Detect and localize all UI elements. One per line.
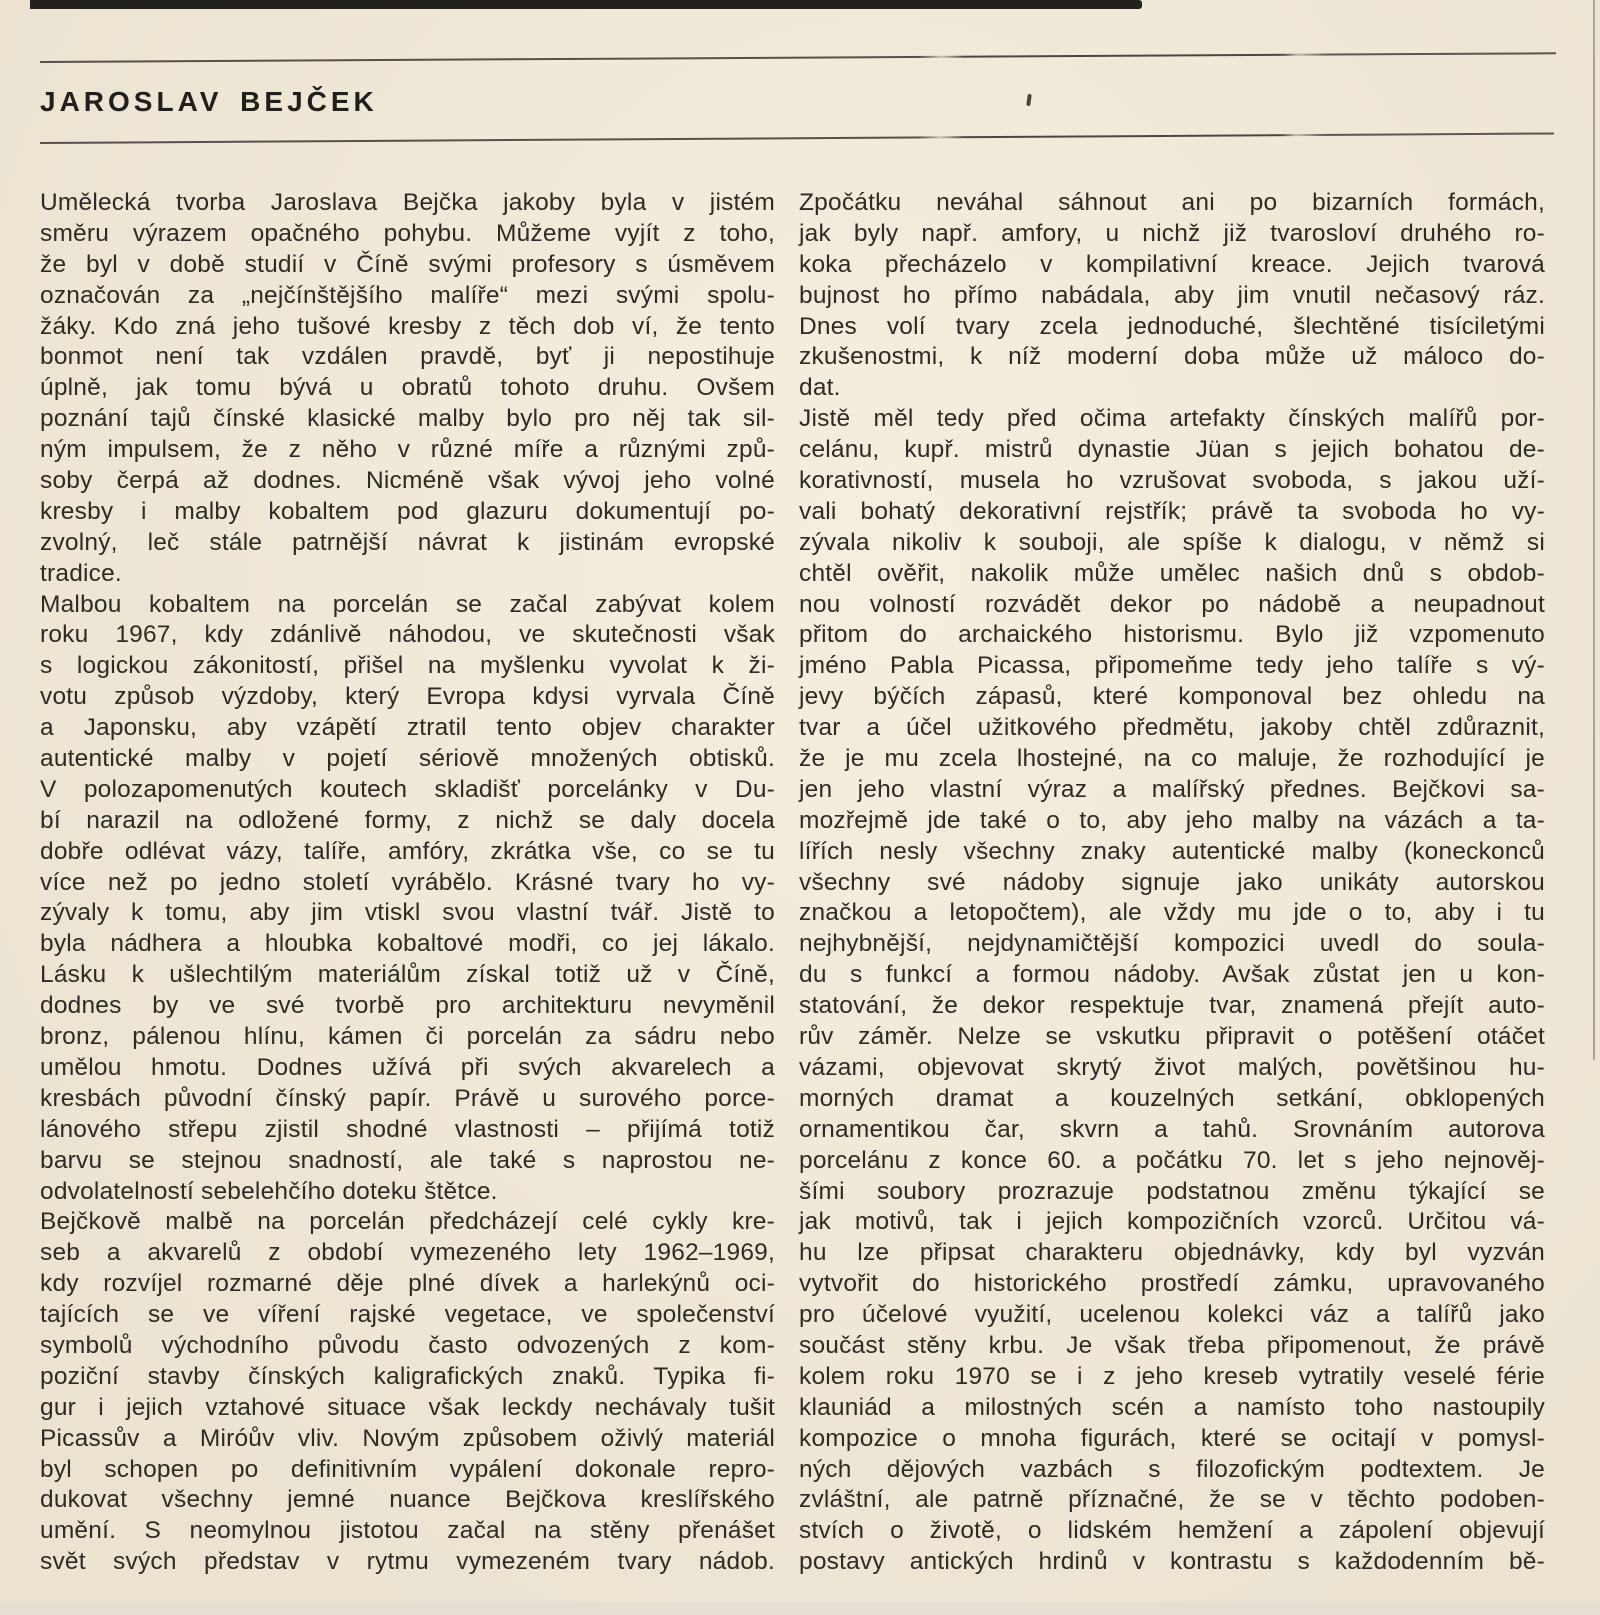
page-title: JAROSLAV BEJČEK [40,86,378,117]
text-line: odvolatelností sebelehčího doteku štětce. [40,1177,498,1205]
text-line: bujnost ho přímo nabádala, aby jim vnutil nečasový ráz. [799,281,1545,309]
text-line: jméno Pabla Picassa, připomeňme tedy jeho talíře s vý- [799,652,1545,680]
text-line: ným impulsem, že z něho v různé míře a různými způ- [40,436,775,464]
text-line: že je mu zcela lhostejné, na co maluje, že rozhodující je [799,745,1545,773]
text-line: směru výrazem opačného pohybu. Můžeme vyjít z toho, [40,219,775,247]
text-line: tajících se ve víření rajské vegetace, ve společenství [40,1301,775,1329]
text-line: bí narazil na odložené formy, z nichž se daly docela [40,806,775,834]
title-underline-rule [40,132,1554,144]
text-line: vytvořit do historického prostředí zámku, upravovaného [799,1270,1545,1298]
text-line: barvu se stejnou snadností, ale také s naprostou ne- [40,1146,775,1174]
text-line: porcelánu z konce 60. a počátku 70. let s jeho nejnověj- [799,1146,1545,1174]
text-line: umělou hmotu. Dodnes užívá při svých akvarelech a [40,1053,775,1081]
text-line: žáky. Kdo zná jeho tušové kresby z těch dob ví, že tento [40,312,775,340]
text-line: celánu, kupř. mistrů dynastie Jüan s jejich bohatou de- [799,436,1545,464]
text-line: umění. S neomylnou jistotou začal na stěny přenášet [40,1517,775,1545]
text-line: dat. [799,374,841,402]
text-line: ornamentikou čar, skvrn a tahů. Srovnáním autorova [799,1115,1545,1143]
scan-right-edge-line [1593,0,1595,1060]
text-line: bonmot není tak vzdálen pravdě, byť ji nepostihuje [40,343,775,371]
scan-bottom-edge-strip [0,1602,1600,1615]
text-line: kresbách původní čínský papír. Právě u surového porce- [40,1084,775,1112]
text-line: vázami, objevovat skrytý život malých, povětšinou hu- [799,1053,1545,1081]
text-line: šími soubory prozrazuje podstatnou změnu týkající se [799,1177,1545,1205]
text-line: úplně, jak tomu bývá u obratů tohoto druhu. Ovšem [40,374,775,402]
text-line: mozřejmě jde také o to, aby jeho malby na vázách a ta- [799,806,1545,834]
text-line: klauniád a milostných scén a namísto toho nastoupily [799,1393,1545,1421]
text-line: rův záměr. Nelze se vskutku připravit o potěšení otáčet [799,1023,1545,1051]
text-line: Picassův a Miróův vliv. Novým způsobem oživlý materiál [40,1424,775,1452]
text-line: více než po jedno století vyrábělo. Krásné tvary ho vy- [40,868,775,896]
text-line: Bejčkově malbě na porcelán předcházejí celé cykly kre- [40,1208,775,1236]
text-line: že byl v době studií v Číně svými profesory s úsměvem [40,250,775,278]
text-line: chtěl ověřit, nakolik může umělec našich dnů s obdob- [799,559,1545,587]
top-horizontal-rule [40,52,1556,63]
text-line: a Japonsku, aby vzápětí ztratil tento objev charakter [40,714,775,742]
text-line: zvláštní, ale patrně příznačné, že se v těchto podoben- [799,1486,1545,1514]
text-line: jak motivů, tak i jejich kompozičních vzorců. Určitou vá- [799,1208,1545,1236]
text-line: Malbou kobaltem na porcelán se začal zabývat kolem [40,590,775,618]
scan-top-edge-bar [30,0,1142,9]
text-line: stvích o životě, o lidském hemžení a zápolení objevují [799,1517,1545,1545]
text-line: označován za „nejčínštějšího malíře“ mezi svými spolu- [40,281,775,309]
text-line: Lásku k ušlechtilým materiálům získal totiž už v Číně, [40,961,775,989]
text-line: hu lze připsat charakteru objednávky, kdy byl vyzván [799,1239,1545,1267]
text-line: jevy býčích zápasů, které komponoval bez ohledu na [799,683,1545,711]
text-line: nejhybnější, nejdynamičtější kompozici uvedl do soula- [799,930,1545,958]
text-line: vali bohatý dekorativní rejstřík; právě ta svoboda ho vy- [799,497,1545,525]
text-line: zkušenostmi, k níž moderní doba může už máloco do- [799,343,1545,371]
text-line: součást stěny krbu. Je však třeba připomenout, že právě [799,1331,1545,1359]
text-line: přitom do archaického historismu. Bylo již vzpomenuto [799,621,1545,649]
text-line: všechny své nádoby signuje jako unikáty autorskou [799,868,1545,896]
text-line: roku 1967, kdy zdánlivě náhodou, ve skutečnosti však [40,621,775,649]
text-line: značkou a letopočtem), ale vždy mu jde o to, aby i tu [799,899,1545,927]
text-line: Dnes volí tvary zcela jednoduché, šlechtěné tisíciletými [799,312,1545,340]
text-line: du s funkcí a formou nádoby. Avšak zůstat jen u kon- [799,961,1545,989]
text-line: kresby i malby kobaltem pod glazuru dokumentují po- [40,497,775,525]
text-line: zývala nikoliv k souboji, ale spíše k dialogu, v němž si [799,528,1545,556]
text-line: votu způsob výzdoby, který Evropa kdysi vyrvala Číně [40,683,775,711]
text-line: jak byly např. amfory, u nichž již tvarosloví druhého ro- [799,219,1545,247]
text-line: seb a akvarelů z období vymezeného lety 1962–1969, [40,1239,775,1267]
text-line: tradice. [40,559,122,587]
text-line: nou volností rozvádět dekor po nádobě a neupadnout [799,590,1545,618]
text-line: kompozice o mnoha figurách, které se ocitají v pomysl- [799,1424,1545,1452]
text-line: svět svých představ v rytmu vymezeném tvary nádob. [40,1548,775,1576]
text-line: dobře odlévat vázy, talíře, amfóry, zkrátka vše, co se tu [40,837,775,865]
text-line: symbolů východního původu často odvozených z kom- [40,1331,775,1359]
text-line: V polozapomenutých koutech skladišť porcelánky v Du- [40,775,775,803]
text-line: dodnes by ve své tvorbě pro architekturu nevyměnil [40,992,775,1020]
text-line: Jistě měl tedy před očima artefakty čínských malířů por- [799,405,1545,433]
text-line: tvar a účel užitkového předmětu, jakoby chtěl zdůraznit, [799,714,1545,742]
text-line: byl schopen po definitivním vypálení dokonale repro- [40,1455,775,1483]
text-line: jen jeho vlastní výraz a malířský přednes. Bejčkovi sa- [799,775,1545,803]
text-line: lánového střepu zjistil shodné vlastnosti – přijímá totiž [40,1115,775,1143]
text-line: dukovat všechny jemné nuance Bejčkova kreslířského [40,1486,775,1514]
text-line: zývaly k tomu, aby jim vtiskl svou vlastní tvář. Jistě to [40,899,775,927]
text-line: poziční stavby čínských kaligrafických znaků. Typika fi- [40,1362,775,1390]
dust-speck [1026,94,1032,106]
text-line: byla nádhera a hloubka kobaltové modři, co jej lákalo. [40,930,775,958]
text-line: pro účelové využití, ucelenou kolekci váz a talířů jako [799,1301,1545,1329]
text-line: Umělecká tvorba Jaroslava Bejčka jakoby byla v jistém [40,189,775,216]
text-line: lířích nesly všechny znaky autentické malby (koneckonců [799,837,1545,865]
text-line: autentické malby v pojetí sériově množených obtisků. [40,745,775,773]
text-line: Zpočátku neváhal sáhnout ani po bizarních formách, [799,189,1545,216]
text-line: gur i jejich vztahové situace však leckdy nechávaly tušit [40,1393,775,1421]
text-line: koka přecházelo v kompilativní kreace. Jejich tvarová [799,250,1545,278]
text-line: statování, že dekor respektuje tvar, znamená přejít auto- [799,992,1545,1020]
text-line: s logickou zákonitostí, přišel na myšlenku vyvolat k ži- [40,652,775,680]
text-line: ných dějových vazbách s filozofickým podtextem. Je [799,1455,1545,1483]
text-line: kdy rozvíjel rozmarné děje plné dívek a harlekýnů oci- [40,1270,775,1298]
text-line: korativností, musela ho vzrušovat svoboda, s jakou uží- [799,467,1545,495]
text-line: kolem roku 1970 se i z jeho kreseb vytratily veselé férie [799,1362,1545,1390]
text-line: postavy antických hrdinů v kontrastu s každodenním bě- [799,1548,1545,1576]
text-line: bronz, pálenou hlínu, kámen či porcelán za sádru nebo [40,1023,775,1051]
text-line: soby čerpá až dodnes. Nicméně však vývoj jeho volné [40,467,775,495]
text-line: poznání tajů čínské klasické malby bylo pro něj tak sil- [40,405,775,433]
article-left-column [40,188,775,1578]
text-line: zvolný, leč stále patrnější návrat k jistinám evropské [40,528,775,556]
article-right-column [799,188,1545,1578]
text-line: morných dramat a kouzelných setkání, obklopených [799,1084,1545,1112]
